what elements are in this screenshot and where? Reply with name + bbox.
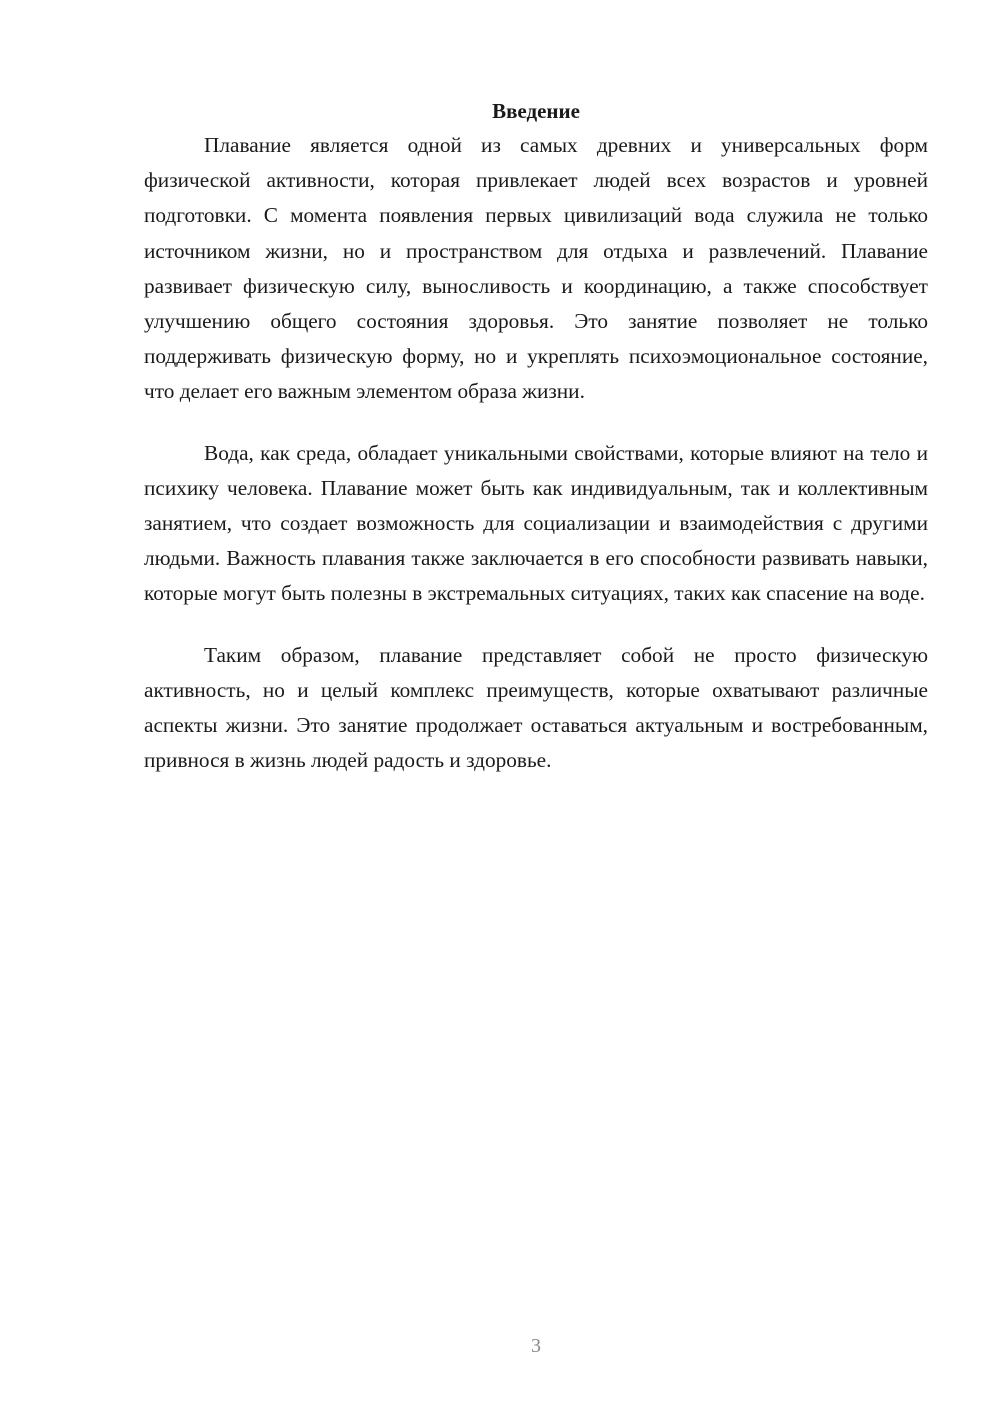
paragraph-conclusion: Таким образом, плавание представляет собой не просто физическую активность, но и целый комплекс преимуществ, которые охватывают различные аспекты жизни. Это занятие продолжает оставаться актуальным и востребованным, привнося в жизнь людей радость и здоровье. (144, 642, 928, 773)
page-number: 3 (531, 1335, 541, 1357)
section-heading: Введение (492, 99, 580, 123)
paragraph-intro: Плавание является одной из самых древних и универсальных форм физической активности, которая привлекает людей всех возрастов и уровней подготовки. С момента появления первых цивилизаций вода служила не только источником жизни, но и пространством для отдыха и развлечений. Плавание развивает физическую силу, выносливость и координацию, а также способствует улучшению общего состояния здоровья. Это занятие позволяет не только поддерживать физическую форму, но и укреплять психоэмоциональное состояние, что делает его важным элементом образа жизни. (144, 133, 928, 404)
page-content (144, 96, 928, 804)
paragraph-water-environment: Вода, как среда, обладает уникальными свойствами, которые влияют на тело и психику человека. Плавание может быть как индивидуальным, так и коллективным занятием, что создает возможность для социализации и взаимодействия с другими людьми. Важность плавания также заключается в его способности развивать навыки, которые могут быть полезны в экстремальных ситуациях, таких как спасение на воде. (144, 440, 928, 606)
